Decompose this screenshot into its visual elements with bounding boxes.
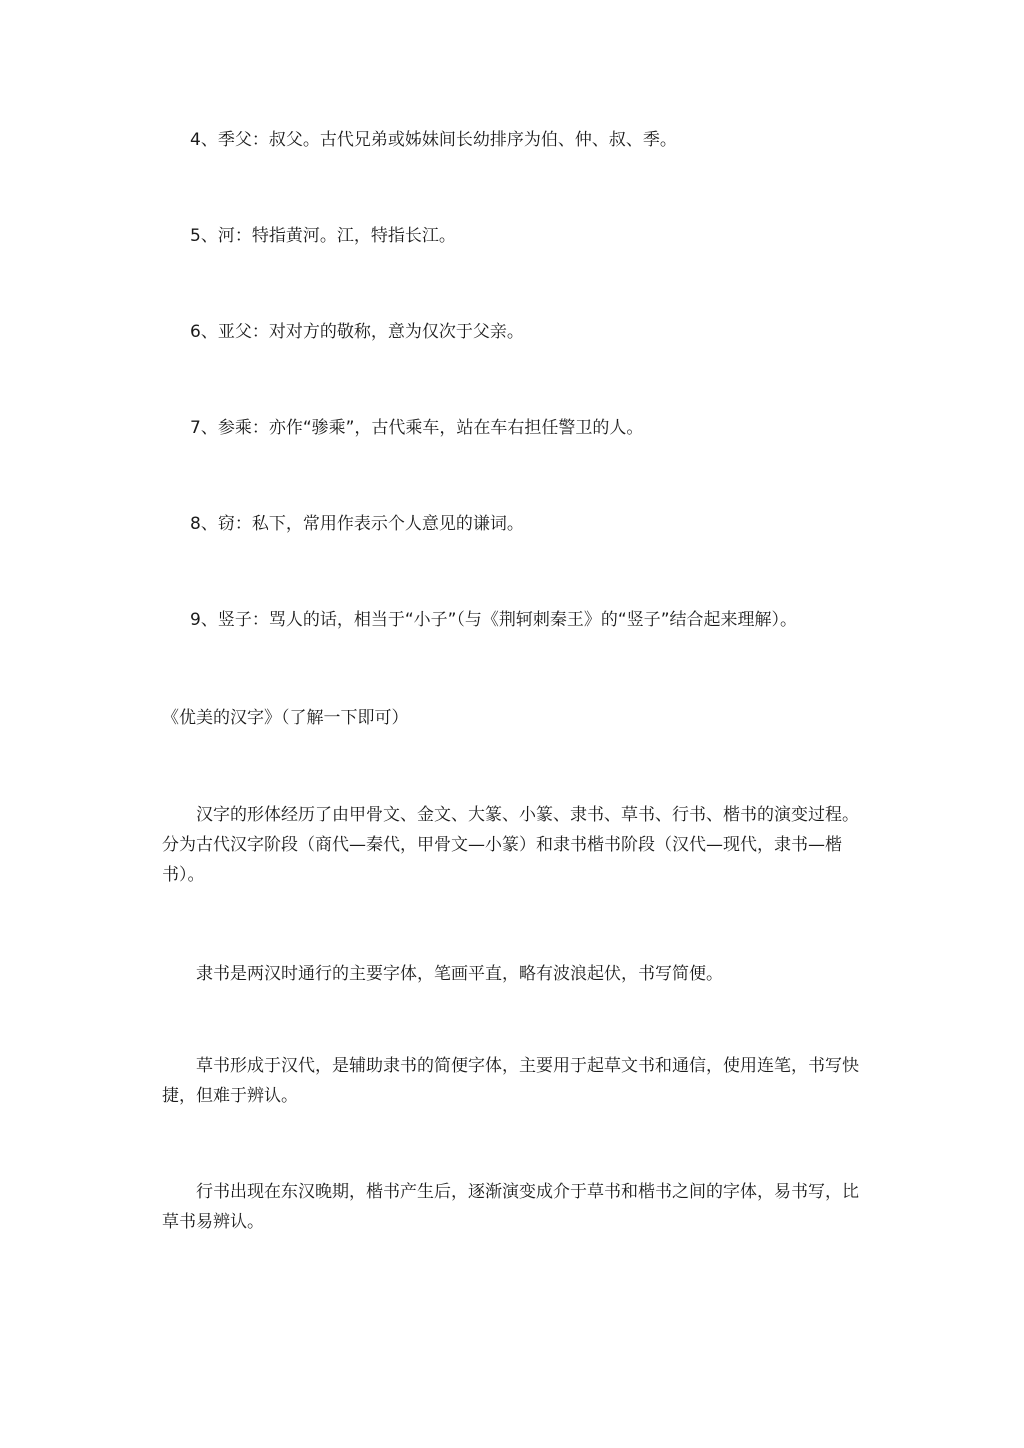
note-item-4: 4、季父：叔父。古代兄弟或姊妹间长幼排序为伯、仲、叔、季。 xyxy=(190,130,677,150)
paragraph-evolution: 汉字的形体经历了由甲骨文、金文、大篆、小篆、隶书、草书、行书、楷书的演变过程。分为古代汉字阶段（商代—秦代，甲骨文—小篆）和隶书楷书阶段（汉代—现代，隶书—楷书）。 xyxy=(162,805,859,885)
section-heading: 《优美的汉字》（了解一下即可） xyxy=(162,708,409,728)
paragraph-caoshu: 草书形成于汉代，是辅助隶书的简便字体，主要用于起草文书和通信，使用连笔，书写快捷，但难于辨认。 xyxy=(162,1056,859,1106)
note-item-6: 6、亚父：对对方的敬称，意为仅次于父亲。 xyxy=(190,322,524,342)
note-item-7: 7、参乘：亦作“骖乘”，古代乘车，站在车右担任警卫的人。 xyxy=(190,418,644,438)
note-item-9: 9、竖子：骂人的话，相当于“小子”（与《荆轲刺秦王》的“竖子”结合起来理解）。 xyxy=(190,610,798,630)
paragraph-lishu: 隶书是两汉时通行的主要字体，笔画平直，略有波浪起伏，书写简便。 xyxy=(196,964,723,984)
note-item-5: 5、河：特指黄河。江，特指长江。 xyxy=(190,226,456,246)
note-item-8: 8、窃：私下，常用作表示个人意见的谦词。 xyxy=(190,514,524,534)
paragraph-xingshu: 行书出现在东汉晚期，楷书产生后，逐渐演变成介于草书和楷书之间的字体，易书写，比草书易辨认。 xyxy=(162,1182,859,1232)
